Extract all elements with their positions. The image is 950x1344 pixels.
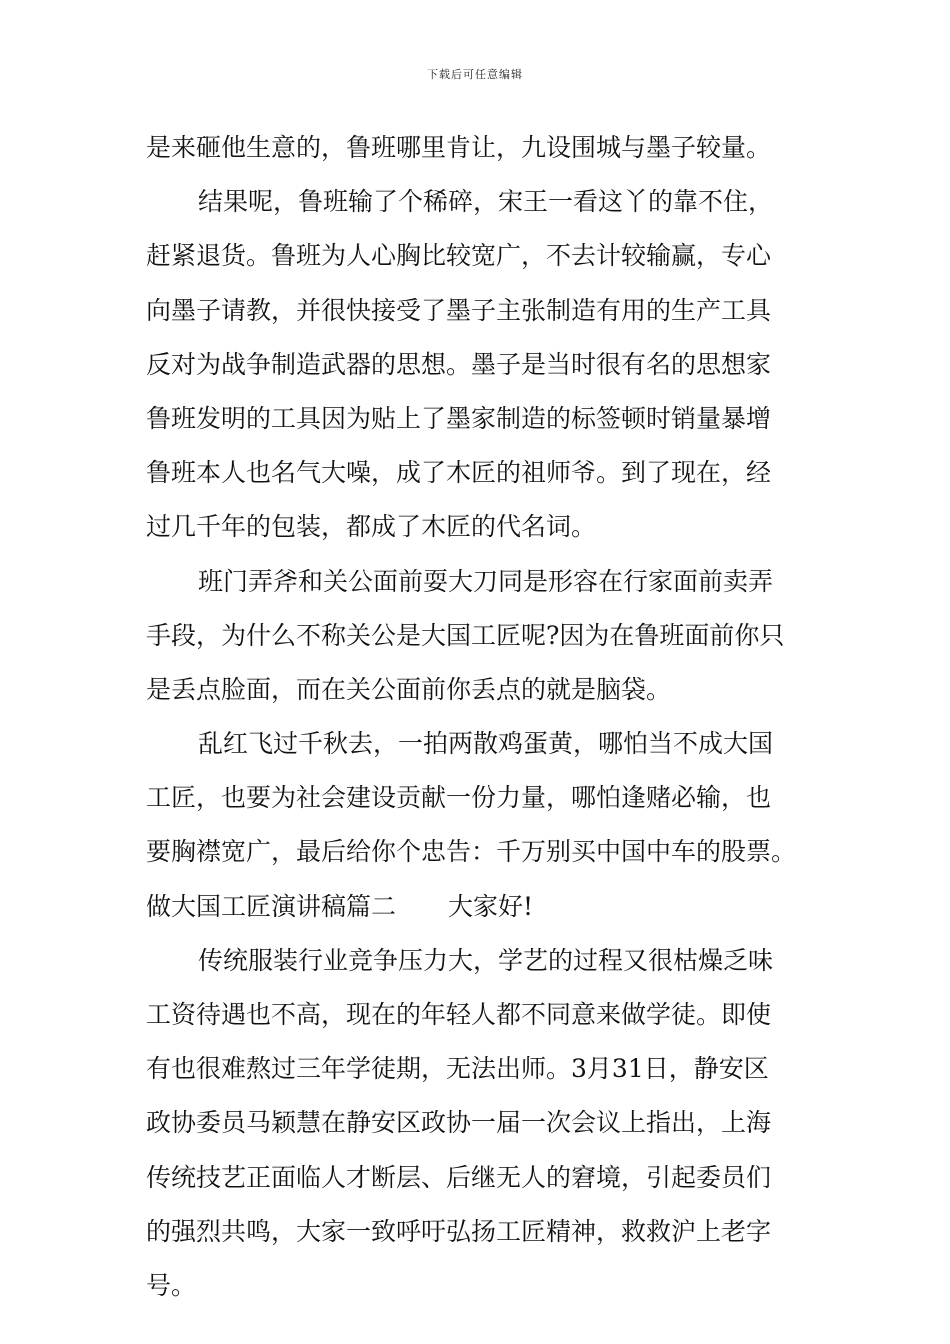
text-line-content: 是来砸他生意的，鲁班哪里肯让，九设围城与墨子较量。: [146, 133, 772, 162]
text-line-content: 赶紧退货。鲁班为人心胸比较宽广，不去计较输赢，专心: [146, 241, 772, 271]
text-line: [146, 1156, 806, 1210]
text-line: [146, 1264, 806, 1318]
text-line-content: 鲁班本人也名气大噪，成了木匠的祖师爷。到了现在，经: [146, 458, 772, 488]
text-line-content: 手段，为什么不称关公是大国工匠呢?因为在鲁班面前你只: [146, 620, 785, 650]
text-line: [146, 885, 806, 939]
text-line: [146, 560, 806, 614]
text-line: [146, 1101, 806, 1155]
text-line-content: 有也很难熬过三年学徒期，无法出师。3月31日，静安区: [146, 1054, 769, 1084]
text-line-content: 班门弄斧和关公面前耍大刀同是形容在行家面前卖弄: [198, 566, 774, 596]
text-line-content: 过几千年的包装，都成了木匠的代名词。: [146, 512, 597, 542]
text-line: [146, 505, 806, 559]
text-line: [146, 1047, 806, 1101]
text-line-content: 工匠，也要为社会建设贡献一份力量，哪怕逢赌必输，也: [146, 783, 772, 813]
text-line-content: 是丢点脸面，而在关公面前你丢点的就是脑袋。: [146, 674, 672, 704]
text-line-content: 传统技艺正面临人才断层、后继无人的窘境，引起委员们: [146, 1162, 772, 1192]
text-line-content: 做大国工匠演讲稿篇二: [146, 891, 397, 921]
text-line-content: 传统服装行业竞争压力大，学艺的过程又很枯燥乏味: [198, 945, 774, 975]
text-line: [146, 180, 806, 234]
text-line: [146, 126, 806, 180]
text-line: [146, 939, 806, 993]
text-line: [146, 668, 806, 722]
text-line: [146, 289, 806, 343]
greeting-text: 大家好!: [448, 891, 534, 921]
text-line-content: 工资待遇也不高，现在的年轻人都不同意来做学徒。即使: [146, 1000, 772, 1029]
text-line: [146, 614, 806, 668]
text-line: [146, 397, 806, 451]
text-line-content: 要胸襟宽广，最后给你个忠告：千万别买中国中车的股票。: [146, 837, 797, 867]
text-line: [146, 830, 806, 884]
text-line-content: 反对为战争制造武器的思想。墨子是当时很有名的思想家: [146, 349, 772, 379]
text-line: [146, 343, 806, 397]
text-line: [146, 722, 806, 776]
text-line-content: 向墨子请教，并很快接受了墨子主张制造有用的生产工具: [146, 295, 772, 325]
text-line-content: 结果呢，鲁班输了个稀碎，宋王一看这丫的靠不住，: [198, 187, 774, 217]
document-body: [146, 126, 806, 1318]
text-line-content: 号。: [146, 1270, 197, 1300]
text-line: [146, 234, 806, 288]
page-header: 下载后可任意编辑: [427, 68, 523, 81]
text-line-content: 乱红飞过千秋去，一拍两散鸡蛋黄，哪怕当不成大国: [198, 729, 774, 759]
text-line: [146, 993, 806, 1047]
text-line-content: 政协委员马颖慧在静安区政协一届一次会议上指出，上海: [146, 1108, 772, 1138]
text-line: [146, 776, 806, 830]
text-line: [146, 451, 806, 505]
text-line-content: 鲁班发明的工具因为贴上了墨家制造的标签顿时销量暴增: [146, 403, 772, 433]
text-line-content: 的强烈共鸣，大家一致呼吁弘扬工匠精神，救救沪上老字: [146, 1216, 772, 1246]
text-line: [146, 1210, 806, 1264]
